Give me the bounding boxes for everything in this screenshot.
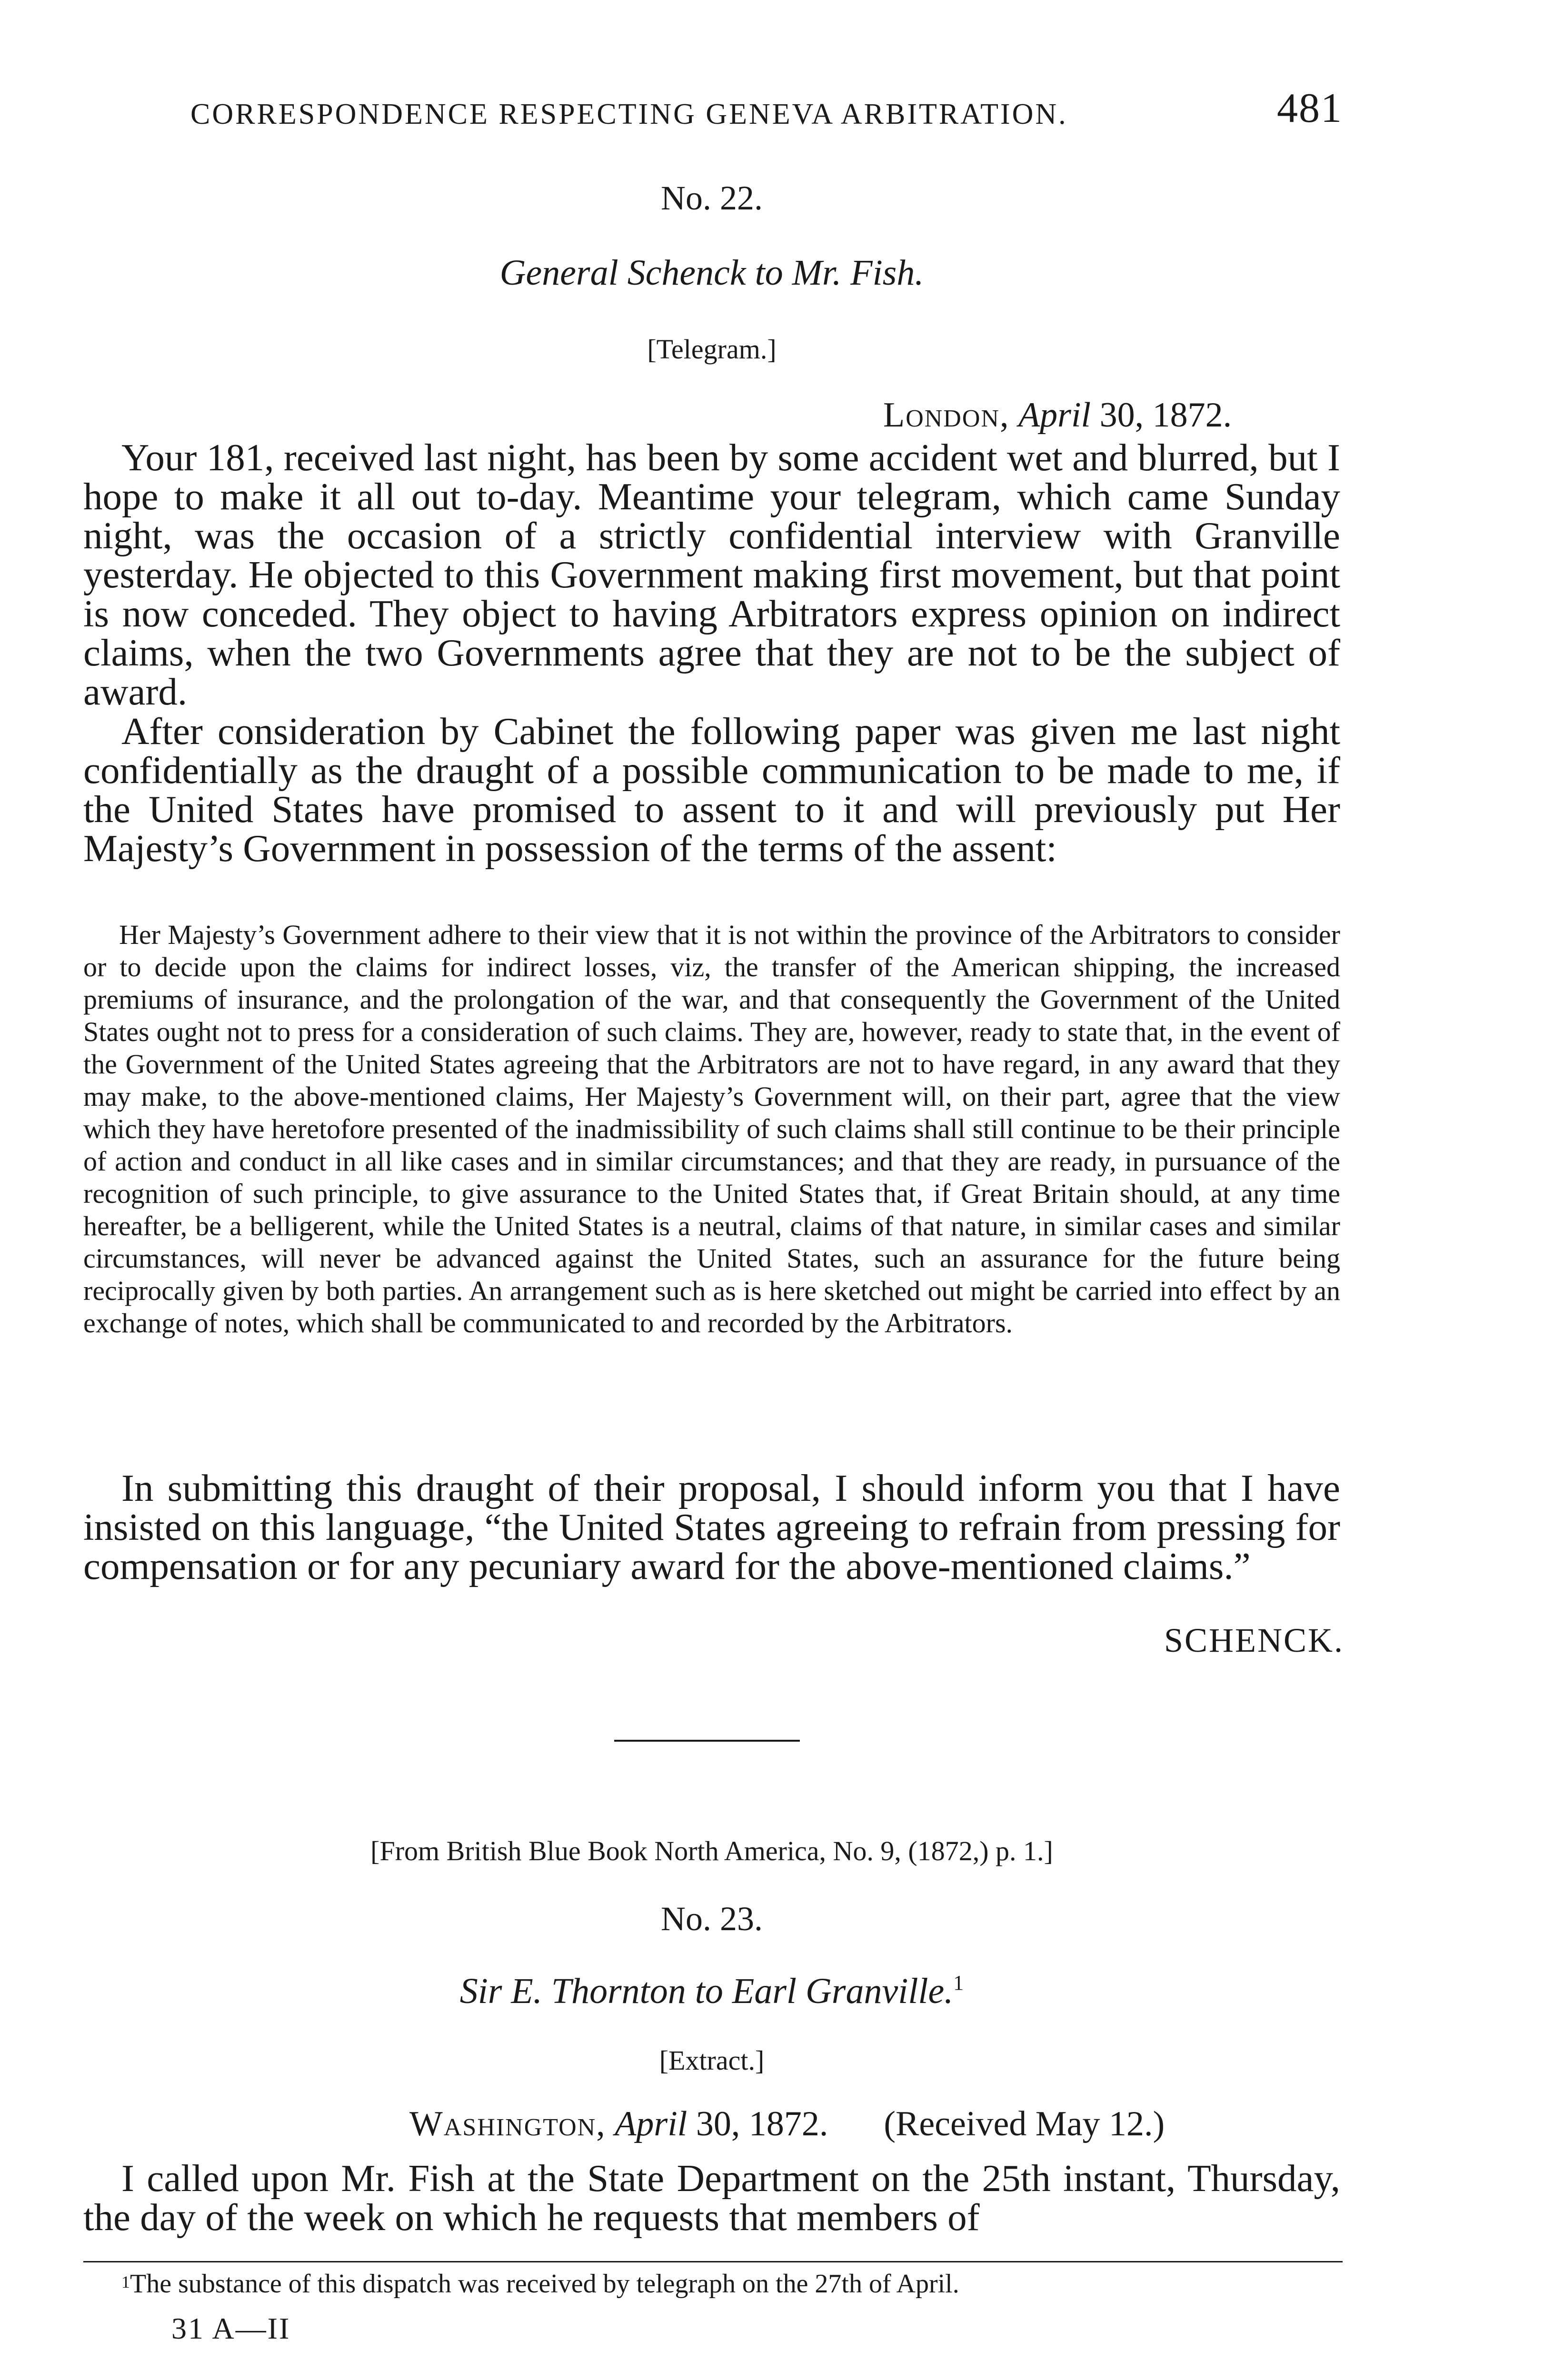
footnote-mark: 1: [121, 2272, 130, 2291]
doc22-number: No. 22.: [661, 179, 763, 217]
doc23-dateline: [409, 2104, 1165, 2144]
doc23-kind: [Extract.]: [659, 2045, 765, 2076]
doc23-number: No. 23.: [661, 1900, 763, 1938]
doc22-body-1: [83, 438, 1340, 711]
doc23-source: [From British Blue Book North America, No. 9, (1872,) p. 1.]: [370, 1835, 1053, 1866]
doc22-signature: SCHENCK.: [1164, 1621, 1344, 1659]
doc22-paragraph-2: After consideration by Cabinet the following paper was given me last night confidentially as the draught of a possible communication to be made to me, if the United States have promised to assent to it and will previously put Her Majesty’s Government in possession of the terms of the assent:: [83, 710, 1340, 870]
page-number: 481: [1277, 85, 1343, 131]
doc22-place: London,: [883, 396, 1010, 435]
doc23-footnote-ref: 1: [953, 1971, 964, 1994]
doc22-paragraph-3: In submitting this draught of their proposal, I should inform you that I have insisted on this language, “the United States agreeing to refrain from pressing for compensation or for any pecuniary award for the above-mentioned claims.”: [83, 1467, 1340, 1587]
doc23-received: (Received May 12.): [884, 2104, 1165, 2143]
doc23-heading: Sir E. Thornton to Earl Granville.: [459, 1971, 954, 2011]
doc22-body-2: [83, 712, 1340, 868]
doc22-kind: [Telegram.]: [647, 334, 777, 365]
doc23-heading-line: [83, 1971, 1340, 2012]
doc22-quote-block: [83, 919, 1340, 1339]
doc22-dateline: [883, 395, 1232, 436]
footnote: [83, 2268, 1340, 2300]
footnote-text: The substance of this dispatch was received by telegraph on the 27th of April.: [130, 2269, 959, 2299]
doc22-date: 30, 1872.: [1099, 396, 1232, 435]
doc22-heading: General Schenck to Mr. Fish.: [499, 253, 924, 293]
running-head-title: CORRESPONDENCE RESPECTING GENEVA ARBITRATION.: [190, 98, 1068, 130]
doc23-date: 30, 1872.: [696, 2104, 828, 2143]
doc23-place: Washington,: [409, 2104, 606, 2143]
doc23-body-1: [83, 2159, 1340, 2237]
doc23-month: April: [615, 2104, 687, 2143]
running-head: [190, 85, 1343, 136]
doc22-quotation: Her Majesty’s Government adhere to their view that it is not within the province of the Arbitrators to consider or to decide upon the claims for indirect losses, viz, the transfer of the American shipping, the increased premiums of insurance, and the prolongation of the war, and that consequently the Government of the United States ought not to press for a consideration of such claims. They are, however, ready to state that, in the event of the Government of the United States agreeing that the Arbitrators are not to have regard, in any award that they may make, to the above-mentioned claims, Her Majesty’s Government will, on their part, agree that the view which they have heretofore presented of the inadmissibility of such claims shall still continue to be their principle of action and conduct in all like cases and in similar circumstances; and that they are ready, in pursuance of the recognition of such principle, to give assurance to the United States that, if Great Britain should, at any time hereafter, be a belligerent, while the United States is a neutral, claims of that nature, in similar cases and similar circumstances, will never be advanced against the United States, such an assurance for the future being reciprocally given by both parties. An arrangement such as is here sketched out might be carried into effect by an exchange of notes, which shall be communicated to and recorded by the Arbitrators.: [83, 919, 1340, 1339]
printer-signature-mark: 31 A—II: [171, 2311, 291, 2345]
footnote-rule: [83, 2261, 1343, 2262]
doc22-paragraph-1: Your 181, received last night, has been by some accident wet and blurred, but I hope to make it all out to-day. Meantime your telegram, which came Sunday night, was the occasion of a strictly confidential interview with Granville yesterday. He objected to this Government making first movement, but that point is now conceded. They object to having Arbitrators express opinion on indirect claims, when the two Governments agree that they are not to be the subject of award.: [83, 436, 1340, 713]
doc23-paragraph-1: I called upon Mr. Fish at the State Department on the 25th instant, Thursday, the day of the week on which he requests that members of: [83, 2157, 1340, 2239]
doc22-body-3: [83, 1468, 1340, 1586]
section-divider: [614, 1740, 800, 1742]
doc22-month: April: [1018, 396, 1091, 435]
